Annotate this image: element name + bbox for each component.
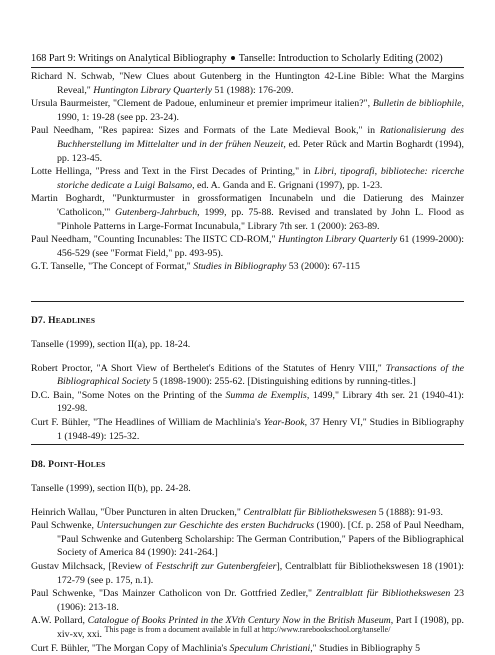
list-item: Ursula Baurmeister, "Clement de Padoue, enlumineur et premier imprimeur italien?", Bulletin de bibliophile, 1990, 1: 19-28 (see pp. 23-24). (31, 98, 464, 123)
section-heading-headlines: D7. HEADLINES (31, 316, 96, 326)
list-item: Richard N. Schwab, "New Clues about Gutenberg in the Huntington 42-Line Bible: What the Margins Reveal," Huntington Library Quarterly 51 (1988): 176-209. (31, 71, 464, 96)
section-d7-body (31, 338, 464, 443)
list-item: Paul Schwenke, "Das Mainzer Catholicon von Dr. Gottfried Zedler," Zentralblatt für Bibliothekswesen 23 (1906): 213-18. (31, 588, 465, 613)
section-heading-point-holes: D8. POINT-HOLES (31, 460, 106, 470)
header-right: Tanselle: Introduction to Scholarly Editing (2002) (238, 53, 443, 64)
section-divider (31, 301, 464, 302)
list-item: Robert Proctor, "A Short View of Berthelet's Editions of the Statutes of Henry VIII," Transactions of the Bibliographical Society 5 (1898-1900): 255-62. [Distinguishing editions by running-titles.] (31, 362, 464, 388)
list-item: Martin Boghardt, "Punkturmuster in grossformatigen Incunabeln und die Datierung des Mainzer 'Catholicon,'" Gutenberg-Jahrbuch, 1999, pp. 75-88. Revised and translated by John L. Flood as "Pinhole Patterns in Large-Format Incunabula," Library 7th ser. 1 (2000): 263-89. (31, 193, 464, 232)
header-left: 168 Part 9: Writings on Analytical Bibliography (31, 53, 227, 64)
section-intro: Tanselle (1999), section II(b), pp. 24-28. (31, 483, 191, 494)
list-item: Paul Schwenke, Untersuchungen zur Geschichte des ersten Buchdrucks (1900). [Cf. p. 258 of Paul Needham, "Paul Schwenke and Gutenberg Scholarship: The German Contribution," Papers of the Bibliographical Society of America 84 (1990): 241-264.] (31, 520, 464, 559)
list-item: Paul Needham, "Counting Incunables: The IISTC CD-ROM," Huntington Library Quarterly 61 (1999-2000): 456-529 (see "Format Field," pp. 493-95). (31, 234, 464, 259)
header-rule (31, 67, 464, 68)
list-item: Paul Needham, "Res papirea: Sizes and Formats of the Late Medieval Book," in Rationalisierung des Buchherstellung im Mittelalter und in der frühen Neuzeit, ed. Peter Rück and Martin Boghardt (1994), pp. 123-45. (31, 125, 464, 164)
section-intro: Tanselle (1999), section II(a), pp. 18-24. (31, 339, 191, 350)
list-item: D.C. Bain, "Some Notes on the Printing of the Summa de Exemplis, 1499," Library 4th ser. 21 (1940-41): 192-98. (31, 389, 464, 415)
list-item: Heinrich Wallau, "Über Puncturen in alten Drucken," Centralblatt für Bibliothekswesen 5 (1888): 91-93. (31, 506, 443, 518)
list-item: G.T. Tanselle, "The Concept of Format," Studies in Bibliography 53 (2000): 67-115 (31, 261, 360, 273)
list-item: Curt F. Bühler, "The Headlines of William de Machlinia's Year-Book, 37 Henry VI," Studies in Bibliography 1 (1948-49): 125-32. (31, 416, 464, 442)
list-item: Curt F. Bühler, "The Morgan Copy of Machlinia's Speculum Christiani," Studies in Bibliography 5 (31, 642, 421, 654)
list-item: Gustav Milchsack, [Review of Festschrift zur Gutenbergfeier], Centralblatt für Bibliothekswesen 18 (1901): 172-79 (see p. 175, n.1). (31, 560, 464, 586)
running-header (31, 52, 467, 65)
footer-note: This page is from a document available in full at http://www.rarebookschool.org/tanselle/ (104, 625, 391, 634)
bullet-separator (231, 56, 235, 60)
list-item: Lotte Hellinga, "Press and Text in the First Decades of Printing," in Libri, tipografi, biblioteche: ricerche storiche dedicate a Luigi Balsamo, ed. A. Ganda and E. Grignani (1997), pp. 1-23. (31, 166, 465, 191)
top-entries (31, 70, 464, 274)
section-divider (31, 444, 464, 445)
list-item: A.W. Pollard, Catalogue of Books Printed in the XVth Century Now in the British Museum, Part I (1908), pp. xiv-xv, xxi. (31, 615, 464, 640)
